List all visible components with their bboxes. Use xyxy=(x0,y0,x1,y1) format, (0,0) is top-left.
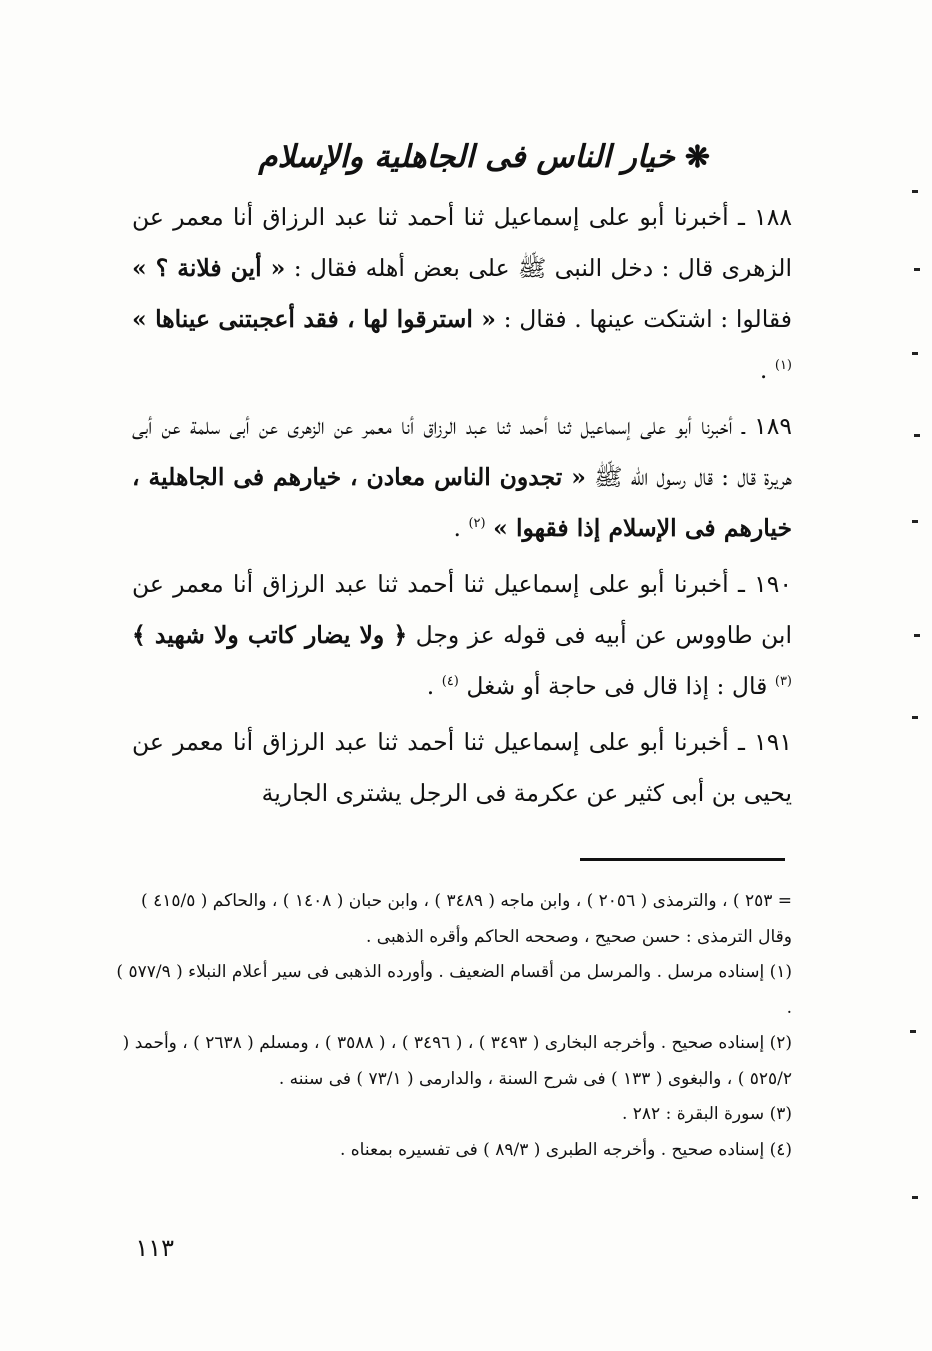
margin-mark xyxy=(912,190,918,193)
hadith-number: ١٨٩ xyxy=(754,412,792,440)
footnote-3: (٣) سورة البقرة : ٢٨٢ . xyxy=(621,1104,792,1124)
section-title: خيار الناس فى الجاهلية والإسلام xyxy=(258,139,675,175)
hadith-189 xyxy=(132,401,792,554)
hadith-text-continued: فقالوا : اشتكت عينها . فقال : xyxy=(503,305,792,333)
hadith-text: ـ أخبرنا أبو على إسماعيل ثنا أحمد ثنا عبد الرزاق أنا معمر عن يحيى بن أبى كثير عن عكرمة فى الرجل يشترى الجارية xyxy=(132,728,792,807)
footnote-continuation: = ٢٥٣ ) ، والترمذى ( ٢٠٥٦ ) ، وابن ماجه ( ٣٤٨٩ ) ، وابن حبان ( ١٤٠٨ ) ، والحاكم ( ٤١٥/٥ ) وقال الترمذى : حسن صحيح ، وصححه الحاكم وأقره الذهبى . xyxy=(141,891,792,947)
hadith-quote: « تجدون الناس معادن ، خيارهم فى الجاهلية ، خيارهم فى الإسلام إذا فقهوا » xyxy=(132,463,792,542)
hadith-text-after: قال : إذا قال فى حاجة أو شغل xyxy=(466,672,768,700)
hadith-191 xyxy=(132,717,792,819)
quran-verse: ﴿ ولا يضار كاتب ولا شهيد ﴾ xyxy=(132,621,408,649)
footnotes xyxy=(112,884,792,1168)
margin-mark xyxy=(912,716,918,719)
hadith-number: ١٩١ xyxy=(754,728,792,756)
footnote-2: (٢) إسناده صحيح . وأخرجه البخارى ( ٣٤٩٣ ) ، ( ٣٤٩٦ ) ، ( ٣٥٨٨ ) ، ومسلم ( ٢٦٣٨ ) ، وأحمد ( ٥٢٥/٢ ) ، والبغوى ( ١٣٣ ) فى شرح السنة ، والدارمى ( ٧٣/١ ) فى سننه . xyxy=(122,1033,792,1089)
footnote-reference: (١) xyxy=(774,358,792,374)
margin-mark xyxy=(910,1030,916,1033)
hadith-190 xyxy=(132,559,792,712)
margin-mark xyxy=(914,268,920,271)
footnote-reference: (٢) xyxy=(468,516,486,532)
margin-mark xyxy=(914,434,920,437)
footnote-reference-second: (٤) xyxy=(441,674,459,690)
footnote-reference: (٣) xyxy=(774,674,792,690)
section-heading xyxy=(210,128,710,186)
hadith-end-mark: . xyxy=(453,514,461,542)
margin-mark xyxy=(912,352,918,355)
hadith-188 xyxy=(132,192,792,396)
hadith-number: ١٩٠ xyxy=(754,570,792,598)
ornament-star-icon: ❋ xyxy=(684,139,710,175)
hadith-end-mark: . xyxy=(759,356,768,384)
footnote-4: (٤) إسناده صحيح . وأخرجه الطبرى ( ٨٩/٣ ) فى تفسيره بمعناه . xyxy=(339,1139,792,1160)
margin-mark xyxy=(912,520,918,523)
hadith-body xyxy=(132,192,792,824)
footnote-separator xyxy=(580,858,785,861)
hadith-quote-continued: « استرقوا لها ، فقد أعجبتنى عيناها » xyxy=(132,305,496,333)
hadith-text: ـ أخبرنا أبو على إسماعيل ثنا أحمد ثنا عبد الرزاق أنا معمر عن الزهرى عن أبى سلمة عن أبى هريرة قال : قال رسول الله ﷺ xyxy=(132,412,792,491)
hadith-number: ١٨٨ xyxy=(754,203,792,231)
margin-mark xyxy=(914,634,920,637)
hadith-end-mark: . xyxy=(426,672,435,700)
margin-mark xyxy=(912,1196,918,1199)
page-number: ١١٣ xyxy=(135,1234,174,1262)
footnote-1: (١) إسناده مرسل . والمرسل من أقسام الضعيف . وأورده الذهبى فى سير أعلام النبلاء ( ٥٧٧/٩ ) . xyxy=(116,962,792,1018)
hadith-quote: « أين فلانة ؟ » xyxy=(132,254,286,282)
hadith-text: ـ أخبرنا أبو على إسماعيل ثنا أحمد ثنا عبد الرزاق أنا معمر عن الزهرى قال : دخل النبى ﷺ على بعض أهله فقال : xyxy=(132,203,792,282)
hadith-text: ـ أخبرنا أبو على إسماعيل ثنا أحمد ثنا عبد الرزاق أنا معمر عن ابن طاووس عن أبيه فى قوله عز وجل xyxy=(132,570,792,649)
